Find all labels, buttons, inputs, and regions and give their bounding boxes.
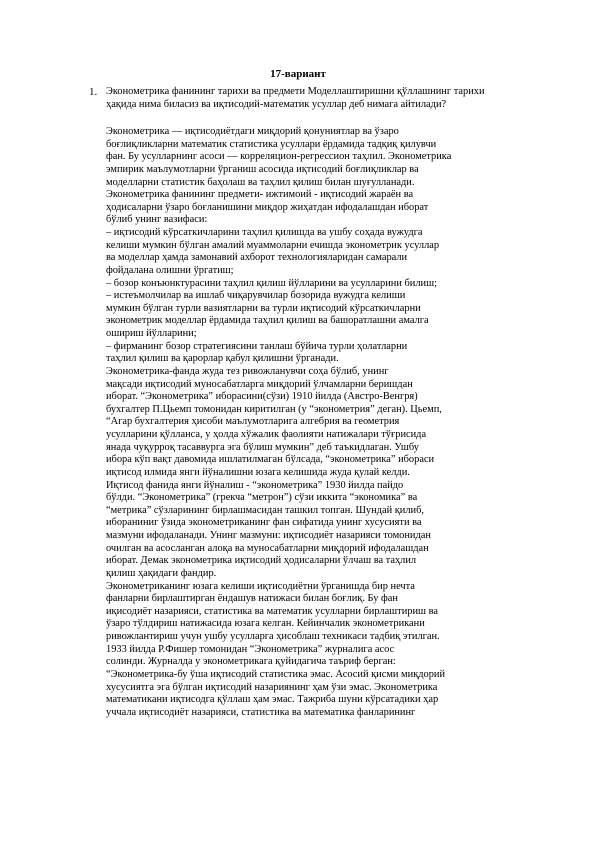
answer-line: эмпирик маълумотларни ўрганиш асосида иқтисодий боғлиқликлар ва xyxy=(106,163,419,175)
answer-line: иборат. Демак эконометрика иқтисодий ҳодисаларни ўлчаш ва таҳлил xyxy=(106,555,417,567)
answer-line: иқисодиёт назарияси, статистика ва математик усулларни бирлаштириш ва xyxy=(106,605,439,617)
answer-line: бухгалтер П.Цьемп томонидан киритилган (у “эконометрия” деган). Цьемп, xyxy=(106,403,442,415)
question-line: Эконометрика фанининг тарихи ва предмети Моделлаштиришни қўллашнинг тарихи xyxy=(106,86,485,97)
answer-line: Эконометрика-фанда жуда тез ривожланувчи соҳа бўлиб, унинг xyxy=(106,365,389,377)
answer-line: ва моделлар ҳамда замонавий ахборот технологияларидан самарали xyxy=(106,252,408,264)
answer-line: эконометрик моделлар ёрдамида таҳлил қилиш ва башоратлашни амалга xyxy=(106,315,429,327)
answer-line: усулларини қўлланса, у ҳолда хўжалик фаолияти натижалари тўғрисида xyxy=(106,429,427,440)
answer-line: “метрика” сўзларининг бирлашмасидан ташкил топган. Шундай қилиб, xyxy=(106,504,424,516)
answer-line: “Агар бухгалтерия ҳисоби маълумотларига алгебрия ва геометрия xyxy=(106,416,400,428)
answer-line: очилган ва асосланган алоқа ва муносабатларни миқдорий ифодалашдан xyxy=(106,542,429,554)
variant-title: 17-вариант xyxy=(270,68,326,80)
answer-line: иқтисод илмида янги йўналишни юзага келишида жуда қулай келди. xyxy=(106,466,410,478)
question-number: 1. xyxy=(89,86,98,98)
question-text xyxy=(106,86,542,111)
answer-line: 1933 йилда Р.Фишер томонидан “Эконометрика” журналига асос xyxy=(106,643,395,655)
answer-body xyxy=(106,126,542,719)
answer-line: – истеъмолчилар ва ишлаб чиқарувчилар бозорида вужудга келиши xyxy=(106,290,406,302)
answer-line: математикани иқтисодга қўллаш ҳам эмас. Тажриба шуни кўрсатадики ҳар xyxy=(106,694,439,706)
answer-line: келиши мумкин бўлган амалий муаммоларни ечишда эконометрик усуллар xyxy=(106,239,440,251)
answer-line: – фирманинг бозор стратегиясини танлаш бўйича турли ҳолатларни xyxy=(106,340,408,352)
answer-line: таҳлил қилиш ва қарорлар қабул қилишни ўрганади. xyxy=(106,353,339,365)
answer-line: мумкин бўлган турли вазиятларни ва турли иқтисодий кўрсаткичларни xyxy=(106,302,421,314)
answer-line: ибора кўп вақт давомида ишлатилмаган бўлсада, “эконометрика” ибораси xyxy=(106,454,435,466)
answer-line: янада чуқурроқ тасаввурга эга бўлиш мумкин” деб таъкидлаган. Ушбу xyxy=(106,441,419,453)
answer-line: – бозор конъюнктурасини таҳлил қилиш йўлларини ва усулларини билиш; xyxy=(106,277,437,289)
answer-line: мазмуни ифодаланади. Унинг мазмуни: иқтисодиёт назарияси томонидан xyxy=(106,530,431,541)
question-line: ҳақида нима биласиз ва иқтисодий-математик усуллар деб нимага айтилади? xyxy=(106,98,447,110)
answer-line: моделларни статистик баҳолаш ва таҳлил қилиш билан шуғулланади. xyxy=(106,176,415,188)
answer-line: ибораниниг ўзида эконометриканинг фан сифатида унинг хусусияти ва xyxy=(106,517,422,529)
answer-line: – иқтисодий кўрсаткичларини таҳлил қилишда ва ушбу соҳада вужудга xyxy=(106,227,423,238)
answer-line: фанларни бирлаштирган ёндашув натижаси билан боғлиқ. Бу фан xyxy=(106,593,398,605)
answer-line: бўлди. “Эконометрика” (грекча “метрон”) сўзи иккита “экономика” ва xyxy=(106,492,418,504)
answer-line: Эконометриканинг юзага келиши иқтисодиётни ўрганишда бир нечта xyxy=(106,580,415,592)
answer-line: боғлиқликларни математик статистика усуллари ёрдамида тадқиқ қилувчи xyxy=(106,138,437,150)
answer-line: фан. Бу усулларнинг асоси — корреляцион-регрессион таҳлил. Эконометрика xyxy=(106,151,452,163)
answer-line: ривожлантириш учун ушбу усулларга ҳисоблаш техникаси тадбиқ этилган. xyxy=(106,631,440,642)
answer-line: қилиш ҳақидаги фандир. xyxy=(106,567,217,579)
answer-line: Эконометрика — иқтисодиётдаги миқдорий қонуниятлар ва ўзаро xyxy=(106,126,399,137)
answer-line: Иқтисод фанида янги йўналиш - “эконометрика” 1930 йилда пайдо xyxy=(106,479,404,491)
answer-line: “Эконометрика-бу ўша иқтисодий статистика эмас. Асосий қисми миқдорий xyxy=(106,668,446,680)
answer-line: ўзаро тўлдириш натижасида юзага келган. Кейинчалик эконометрикани xyxy=(106,618,425,630)
answer-line: мақсади иқтисодий муносабатларга миқдорий ўлчамларни беришдан xyxy=(106,378,413,390)
answer-line: Эконометрика фанининг предмети- ижтимоий - иқтисодий жараён ва xyxy=(106,189,414,201)
answer-line: бўлиб унинг вазифаси: xyxy=(106,214,208,226)
answer-line: иборат. “Эконометрика” иборасини(сўзи) 1910 йилда (Австро-Венгря) xyxy=(106,391,418,403)
answer-line: хусусиятга эга бўлган иқтисодий назариянинг ҳам ўзи эмас. Эконометрика xyxy=(106,681,438,693)
answer-line: ошириш йўлларини; xyxy=(106,328,197,339)
answer-line: фойдалана олишни ўргатиш; xyxy=(106,264,234,276)
answer-line: солинди. Журналда у эконометрикага қуйидагича таъриф берган: xyxy=(106,656,396,668)
answer-line: ҳодисаларни ўзаро боғланишини миқдор жиҳатдан ифодалашдан иборат xyxy=(106,201,429,213)
answer-line: уччала иқтисодиёт назарияси, статистика ва математика фанларининг xyxy=(106,706,416,718)
